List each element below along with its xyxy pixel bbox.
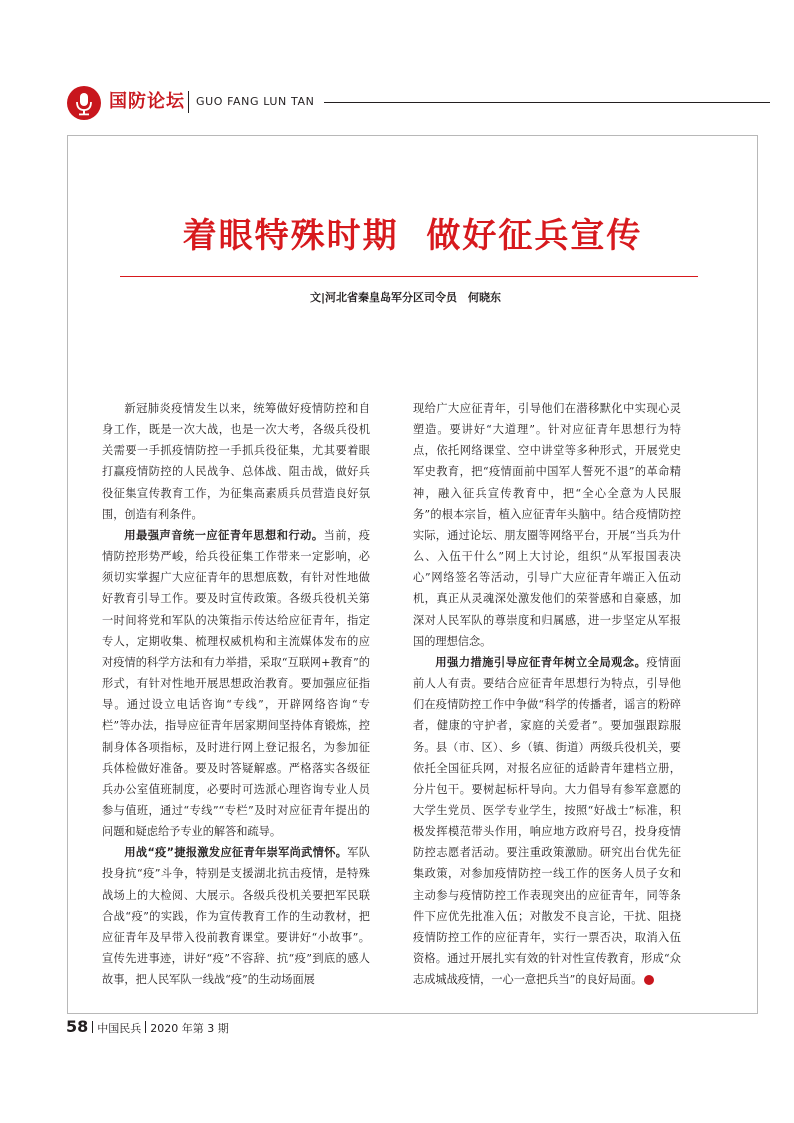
footer-divider [145, 1021, 146, 1033]
footer-divider [92, 1021, 93, 1033]
issue-label: 2020 年第 3 期 [150, 1022, 229, 1035]
column-name: 国防论坛 [109, 91, 185, 112]
article-title: 着眼特殊时期 做好征兵宣传 [182, 216, 643, 256]
byline-prefix: 文 [310, 291, 321, 304]
paragraph-text: 新冠肺炎疫情发生以来，统筹做好疫情防控和自身工作，既是一次大战，也是一次大考，各级兵役机关需要一手抓疫情防控一手抓兵役征集，尤其要着眼打赢疫情防控的人民战争、总体战、阻击战，做好兵役征集宣传教育工作，为征集高素质兵员营造良好氛围，创造有利条件。 [102, 402, 370, 521]
paragraph [413, 652, 681, 991]
microphone-icon [67, 86, 101, 120]
header-rule [324, 102, 770, 103]
end-mark-icon: ♥ [644, 975, 654, 985]
paragraph [102, 525, 370, 842]
right-column [413, 398, 681, 990]
paragraph [102, 398, 370, 525]
header-divider [188, 91, 189, 113]
paragraph-text: 疫情面前人人有责。要结合应征青年思想行为特点，引导他们在疫情防控工作中争做“科学的传播者，谣言的粉碎者，健康的守护者，家庭的关爱者”。要加强跟踪服务。县（市、区）、乡（镇、街道）两级兵役机关，要依托全国征兵网，对报名应征的适龄青年建档立册，分片包干。要树起标杆导向。大力倡导有参军意愿的大学生党员、医学专业学生，按照“好战士”标准，积极发挥模范带头作用，响应地方政府号召，投身疫情防控志愿者活动。要注重政策激励。研究出台优先征集政策，对参加疫情防控一线工作的医务人员子女和主动参与疫情防控工作表现突出的应征青年，同等条件下应优先批准入伍；对散发不良言论，干扰、阻挠疫情防控工作的应征青年，实行一票否决，取消入伍资格。通过开展扎实有效的针对性宣传教育，形成“众志成城战疫情，一心一意把兵当”的良好局面。 [413, 655, 681, 987]
paragraph [102, 842, 370, 990]
byline-author: 河北省秦皇岛军分区司令员 何晓东 [325, 291, 502, 304]
left-column [102, 398, 370, 990]
paragraph [413, 398, 681, 652]
paragraph-lead: 用战“疫”捷报激发应征青年崇军尚武情怀。 [124, 846, 348, 860]
paragraph-lead: 用强力措施引导应征青年树立全局观念。 [435, 655, 647, 669]
byline: 文|河北省秦皇岛军分区司令员 何晓东 [310, 291, 502, 304]
footer [66, 1018, 229, 1038]
paragraph-text: 军队投身抗“疫”斗争，特别是支援湖北抗击疫情，是特殊战场上的大检阅、大展示。各级兵役机关要把军民联合战“疫”的实践，作为宣传教育工作的生动教材，把应征青年及早带入役前教育课堂。要讲好“小故事”。宣传先进事迹，讲好“疫”不容辞、抗“疫”到底的感人故事，把人民军队一线战“疫”的生动场面展 [102, 846, 370, 987]
column-pinyin: GUO FANG LUN TAN [196, 95, 315, 108]
paragraph-text: 当前，疫情防控形势严峻，给兵役征集工作带来一定影响，必须切实掌握广大应征青年的思想底数，有针对性地做好教育引导工作。要及时宣传政策。各级兵役机关第一时间将党和军队的决策指示传达给应征青年，指定专人，定期收集、梳理权威机构和主流媒体发布的应对疫情的科学方法和有力举措，采取“互联网+教育”的形式，有针对性地开展思想政治教育。要加强应征指导。通过设立电话咨询“专线”，开辟网络咨询“专栏”等办法，指导应征青年居家期间坚持体育锻炼，控制身体各项指标，及时进行网上登记报名，为参加征兵体检做好准备。要及时答疑解惑。严格落实各级征兵办公室值班制度，必要时可选派心理咨询专业人员参与值班，通过“专线”“专栏”及时对应征青年提出的问题和疑虑给予专业的解答和疏导。 [102, 528, 370, 839]
page-number: 58 [66, 1017, 89, 1036]
paragraph-lead: 用最强声音统一应征青年思想和行动。 [124, 528, 324, 542]
paragraph-text: 现给广大应征青年，引导他们在潜移默化中实现心灵塑造。要讲好“大道理”。针对应征青年思想行为特点，依托网络课堂、空中讲堂等多种形式，开展党史军史教育，把“疫情面前中国军人誓死不退”的革命精神，融入征兵宣传教育中，把“全心全意为人民服务”的根本宗旨，植入应征青年头脑中。结合疫情防控实际，通过论坛、朋友圈等网络平台，开展“当兵为什么、入伍干什么”网上大讨论，组织“从军报国表决心”网络签名等活动，引导广大应征青年端正入伍动机，真正从灵魂深处激发他们的荣誉感和自豪感，加深对人民军队的尊崇度和归属感，进一步坚定从军报国的理想信念。 [413, 402, 681, 648]
magazine-name: 中国民兵 [97, 1022, 142, 1035]
title-rule [120, 276, 698, 277]
